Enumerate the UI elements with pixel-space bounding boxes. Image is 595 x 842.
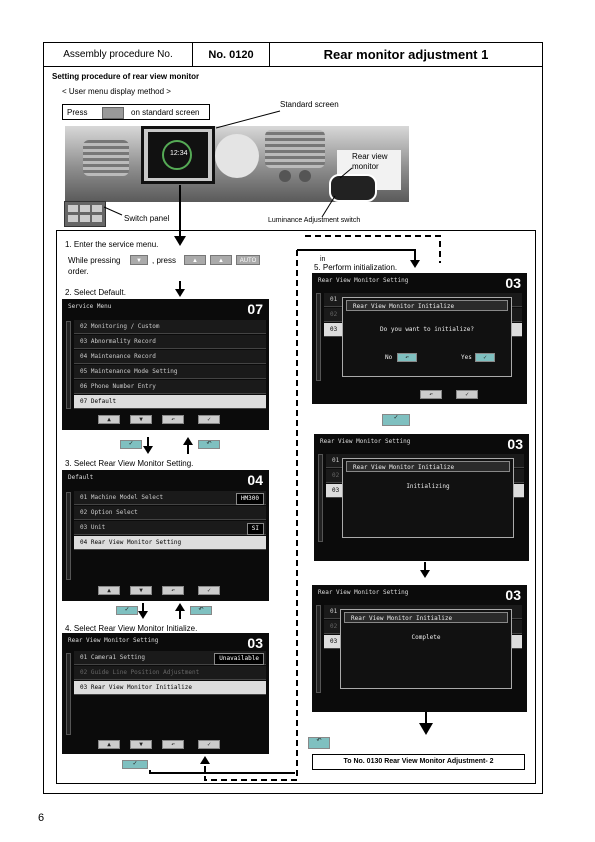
menu-item[interactable]: 02 Monitoring / Custom [74, 320, 266, 334]
default-title: Default [68, 474, 94, 481]
arrow-down-icon [420, 570, 430, 578]
up-key-1-icon: ▲ [184, 255, 206, 265]
back-key-icon: ↶ [190, 606, 212, 615]
initializing-text: Initializing [406, 483, 450, 490]
init-confirm-screen: Rear View Monitor Setting 03 01 02 03 Rear View Monitor Initialize Do you want to initialize? No ↶ Yes ✓ ↶ ✓ [312, 273, 527, 404]
press-label: Press [67, 108, 88, 117]
screen-time: 12:34 [170, 150, 188, 157]
arrow-down-icon [143, 446, 153, 454]
rvm-number: 03 [247, 635, 263, 651]
menu-item[interactable]: 01 Machine Model Select HM300 [74, 491, 266, 505]
back-key-icon: ↶ [308, 737, 330, 749]
complete-text: Complete [411, 634, 441, 641]
up-button[interactable]: ▲ [98, 740, 120, 749]
yes-button[interactable]: ✓ [475, 353, 495, 362]
scrollbar[interactable] [66, 653, 71, 735]
ok-key-icon: ✓ [120, 440, 142, 449]
menu-item[interactable]: 03 Abnormality Record [74, 335, 266, 349]
up-key-2-icon: ▲ [210, 255, 232, 265]
default-screen [62, 470, 269, 601]
down-key-icon: ▼ [130, 255, 148, 265]
service-menu-number: 07 [247, 301, 263, 317]
down-button[interactable]: ▼ [130, 586, 152, 595]
ok-key-icon: ✓ [382, 414, 410, 426]
arrow-down-icon [175, 289, 185, 297]
up-button[interactable]: ▲ [98, 586, 120, 595]
no-button[interactable]: ↶ [397, 353, 417, 362]
scrollbar[interactable] [316, 605, 321, 693]
down-button[interactable]: ▼ [130, 740, 152, 749]
step-1: 1. Enter the service menu. [65, 240, 159, 249]
menu-item[interactable]: 02 Option Select [74, 506, 266, 520]
menu-item[interactable]: 06 Phone Number Entry [74, 380, 266, 394]
ok-button[interactable]: ✓ [456, 390, 478, 399]
ok-button[interactable]: ✓ [198, 740, 220, 749]
procedure-title: Rear monitor adjustment 1 [269, 42, 543, 67]
dialog-title: Rear View Monitor Initialize [346, 300, 508, 311]
page-number: 6 [38, 812, 45, 824]
menu-item-selected[interactable]: 07 Default [74, 395, 266, 409]
auto-key: AUTO [236, 255, 260, 265]
unit-value: SI [247, 523, 264, 535]
rear-view-monitor-label: Rear view monitor [352, 152, 388, 171]
menu-item[interactable]: 04 Maintenance Record [74, 350, 266, 364]
scrollbar[interactable] [66, 492, 71, 580]
back-button[interactable]: ↶ [162, 415, 184, 424]
arrow-up-icon [175, 603, 185, 611]
dialog-question: Do you want to initialize? [380, 326, 474, 333]
ok-key-icon: ✓ [122, 760, 148, 769]
ok-key-icon: ✓ [116, 606, 138, 615]
step-1-while: While pressing [68, 256, 121, 265]
ok-button[interactable]: ✓ [198, 586, 220, 595]
menu-method: < User menu display method > [62, 87, 171, 96]
menu-item[interactable]: 03 Unit SI [74, 521, 266, 535]
step-5: 5. Perform initialization. [314, 263, 398, 272]
step-5-in: in [320, 256, 326, 263]
step-1-order: order. [68, 267, 89, 276]
next-reference: To No. 0130 Rear View Monitor Adjustment- 2 [312, 754, 525, 770]
step-4: 4. Select Rear View Monitor Initialize. [65, 624, 198, 633]
step-3: 3. Select Rear View Monitor Setting. [65, 459, 194, 468]
setting-title: Setting procedure of rear view monitor [52, 72, 200, 81]
luminance-label: Luminance Adjustment switch [268, 217, 361, 224]
init-dialog: Rear View Monitor Initialize Initializing [342, 458, 514, 538]
arrow-up-icon [183, 437, 193, 445]
press-suffix: on standard screen [131, 108, 200, 117]
procedure-number: No. 0120 [192, 42, 270, 67]
menu-item-selected[interactable]: 03 Rear View Monitor Initialize [74, 681, 266, 695]
back-key-icon: ↶ [198, 440, 220, 449]
back-button[interactable]: ↶ [162, 740, 184, 749]
standard-screen-label: Standard screen [280, 100, 339, 109]
camera-value: Unavailable [214, 653, 264, 665]
arrow-down-icon [138, 611, 148, 619]
complete-screen: Rear View Monitor Setting 03 01 02 03 Rear View Monitor Initialize Complete [312, 585, 527, 712]
model-value: HM300 [236, 493, 264, 505]
menu-item-selected[interactable]: 04 Rear View Monitor Setting [74, 536, 266, 550]
scrollbar[interactable] [316, 293, 321, 381]
no-label: No [385, 354, 393, 361]
scrollbar[interactable] [318, 454, 323, 542]
step-1-press: , press [152, 256, 177, 265]
arrow-down-icon [419, 723, 433, 735]
menu-item[interactable]: 05 Maintenance Mode Setting [74, 365, 266, 379]
procedure-label: Assembly procedure No. [43, 42, 193, 67]
rvm-setting-screen [62, 633, 269, 754]
down-button[interactable]: ▼ [130, 415, 152, 424]
init-dialog: Rear View Monitor Initialize Complete [340, 609, 512, 689]
service-menu-title: Service Menu [68, 303, 112, 310]
up-button[interactable]: ▲ [98, 415, 120, 424]
initializing-screen: Rear View Monitor Setting 03 01 02 03 Rear View Monitor Initialize Initializing [314, 434, 529, 561]
ok-button[interactable]: ✓ [198, 415, 220, 424]
scrollbar[interactable] [66, 321, 71, 409]
default-number: 04 [247, 472, 263, 488]
switch-panel-label: Switch panel [124, 214, 170, 223]
init-dialog [342, 297, 512, 377]
service-menu-screen [62, 299, 269, 430]
back-button[interactable]: ↶ [420, 390, 442, 399]
menu-item[interactable]: 01 Camera1 Setting Unavailable [74, 651, 266, 665]
yes-label: Yes [461, 354, 472, 361]
step-2: 2. Select Default. [65, 288, 126, 297]
menu-item-disabled: 02 Guide Line Position Adjustment [74, 666, 266, 680]
back-button[interactable]: ↶ [162, 586, 184, 595]
rvm-title: Rear View Monitor Setting [68, 637, 159, 644]
